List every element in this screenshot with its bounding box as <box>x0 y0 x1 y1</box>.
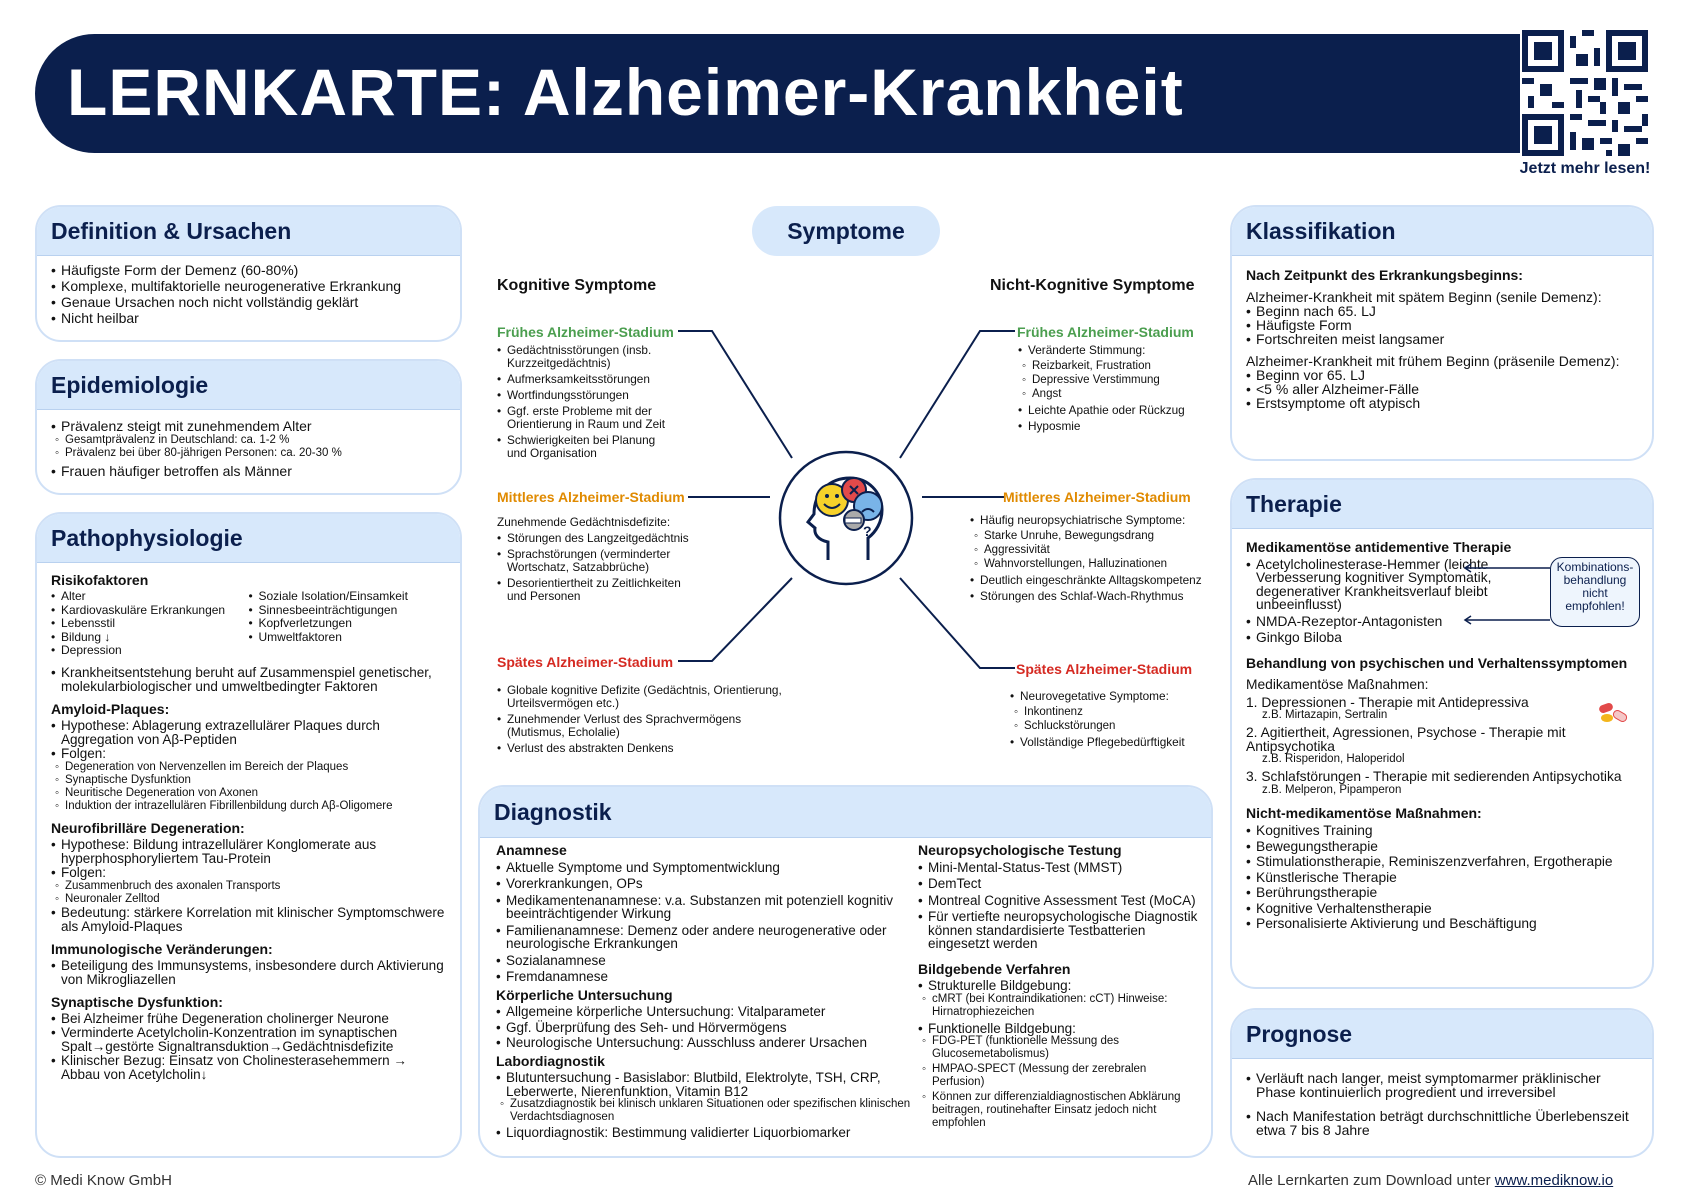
list-item: • Montreal Cognitive Assessment Test (MoCA) <box>918 894 1199 908</box>
sub-item: ◦ cMRT (bei Kontraindikationen: cCT) Hinweise: Hirnatrophiezeichen <box>918 993 1199 1019</box>
list-item: • Genaue Ursachen noch nicht vollständig geklärt <box>51 294 446 310</box>
list-item: • Soziale Isolation/Einsamkeit <box>249 590 447 604</box>
list-item: • Kardiovaskuläre Erkrankungen <box>51 604 249 618</box>
list-item: • Neurologische Untersuchung: Ausschluss anderer Ursachen <box>496 1036 918 1050</box>
list-item: • Nach Manifestation beträgt durchschnittliche Überlebenszeit etwa 7 bis 8 Jahre <box>1246 1109 1638 1137</box>
qr-caption[interactable]: Jetzt mehr lesen! <box>1519 160 1651 177</box>
list-item: • Hypothese: Bildung intrazellulärer Konglomerate aus hyperphosphoryliertem Tau-Protein <box>51 838 446 866</box>
list-item: • Verlust des abstrakten Denkens <box>497 742 797 755</box>
list-item: • Verminderte Acetylcholin-Konzentration im synaptischen Spalt→gestörte Signaltransduktion→Gedächtnisdefizite <box>51 1026 446 1054</box>
list-item: • Alter <box>51 590 249 604</box>
nmed-title: Nicht-medikamentöse Maßnahmen: <box>1246 804 1482 821</box>
list-item: • Veränderte Stimmung: <box>1018 344 1203 357</box>
list-item: • Berührungstherapie <box>1246 886 1638 900</box>
kog-mid-intro: Zunehmende Gedächtnisdefizite: <box>497 515 671 529</box>
copyright: © Medi Know GmbH <box>35 1172 172 1189</box>
list-item: • Beginn vor 65. LJ <box>1246 368 1638 382</box>
list-item: • Für vertiefte neuropsychologische Diagnostik können standardisierte Testbatterien eingesetzt werden <box>918 910 1199 951</box>
list-item: • Bei Alzheimer frühe Degeneration cholinerger Neurone <box>51 1012 446 1026</box>
sub-item: ◦ Synaptische Dysfunktion <box>51 774 446 787</box>
patho-title: Pathophysiologie <box>37 514 460 563</box>
therapy-note: z.B. Mirtazapin, Sertralin <box>1262 709 1388 721</box>
list-item: • Häufigste Form <box>1246 318 1638 332</box>
list-item: • Personalisierte Aktivierung und Beschäftigung <box>1246 917 1638 931</box>
bild-title: Bildgebende Verfahren <box>918 960 1071 977</box>
list-item: • Fremdanamnese <box>496 970 918 984</box>
list-item: • Aufmerksamkeitsstörungen <box>497 373 677 386</box>
nk-early-title: Frühes Alzheimer-Stadium <box>1017 324 1194 340</box>
sub-item: ◦ Neuronaler Zelltod <box>51 893 446 906</box>
labor-title: Labordiagnostik <box>496 1052 605 1069</box>
sub-item: ◦ Starke Unruhe, Bewegungsdrang <box>970 530 1205 543</box>
list-item: • Aktuelle Symptome und Symptomentwicklung <box>496 861 918 875</box>
therapie-title: Therapie <box>1232 480 1652 529</box>
therapy-item: 1. Depressionen - Therapie mit Antidepressiva <box>1246 694 1529 710</box>
list-item: • Beginn nach 65. LJ <box>1246 304 1638 318</box>
list-item: • Desorientiertheit zu Zeitlichkeiten und Personen <box>497 577 702 603</box>
list-item: • Nicht heilbar <box>51 310 446 326</box>
list-item: • Umweltfaktoren <box>249 631 447 645</box>
therapy-item: 3. Schlafstörungen - Therapie mit sedierenden Antipsychotika <box>1246 769 1622 784</box>
klassifikation-title: Klassifikation <box>1232 207 1652 256</box>
list-item: • Verläuft nach langer, meist symptomarmer präklinischer Phase kontinuierlich progredient und irreversibel <box>1246 1071 1638 1099</box>
list-item: • Liquordiagnostik: Bestimmung validierter Liquorbiomarker <box>496 1126 918 1140</box>
list-item: • Wortfindungsstörungen <box>497 389 677 402</box>
neuro-title: Neurofibrilläre Degeneration: <box>51 819 245 836</box>
epidemiologie-title: Epidemiologie <box>37 361 460 410</box>
immun-title: Immunologische Veränderungen: <box>51 940 273 957</box>
sub-item: ◦ Aggressivität <box>970 544 1205 557</box>
list-item: • Globale kognitive Defizite (Gedächtnis, Orientierung, Urteilsvermögen etc.) <box>497 684 797 710</box>
list-item: • Folgen: <box>51 747 446 761</box>
list-item: • Allgemeine körperliche Untersuchung: Vitalparameter <box>496 1005 918 1019</box>
syn-title: Synaptische Dysfunktion: <box>51 993 223 1010</box>
kog-early-title: Frühes Alzheimer-Stadium <box>497 324 674 340</box>
amyloid-title: Amyloid-Plaques: <box>51 700 170 717</box>
list-item: • Sozialanamnese <box>496 954 918 968</box>
list-item: • NMDA-Rezeptor-Antagonisten <box>1246 615 1546 629</box>
download-text: Alle Lernkarten zum Download unter <box>1248 1172 1495 1189</box>
nk-late-title: Spätes Alzheimer-Stadium <box>1016 661 1193 677</box>
symptome-title: Symptome <box>752 206 940 256</box>
therapy-item: 2. Agitiertheit, Agressionen, Psychose - Therapie mit Antipsychotika <box>1246 725 1566 754</box>
klass-late-title: Alzheimer-Krankheit mit spätem Beginn (senile Demenz): <box>1246 289 1602 305</box>
list-item: • Familienanamnese: Demenz oder andere neurogenerative oder neurologische Erkrankungen <box>496 924 918 951</box>
list-item: • Beteiligung des Immunsystems, insbesondere durch Aktivierung von Mikrogliazellen <box>51 959 446 987</box>
list-item: • Künstlerische Therapie <box>1246 871 1638 885</box>
list-item: • Komplexe, multifaktorielle neurogenerative Erkrankung <box>51 278 446 294</box>
list-item: • Deutlich eingeschränkte Alltagskompetenz <box>970 574 1205 587</box>
list-item: • Medikamentenanamnese: v.a. Substanzen mit potenziell kognitiv beeinträchtigender Wirkung <box>496 894 918 921</box>
list-item: • Frauen häufiger betroffen als Männer <box>51 463 446 479</box>
klass-intro: Nach Zeitpunkt des Erkrankungsbeginns: <box>1246 267 1523 283</box>
koerper-title: Körperliche Untersuchung <box>496 986 673 1003</box>
list-item: • Leichte Apathie oder Rückzug <box>1018 404 1203 417</box>
sub-item: ◦ Reizbarkeit, Frustration <box>1018 360 1203 373</box>
sub-item: ◦ Prävalenz bei über 80-jährigen Personen: ca. 20-30 % <box>51 447 446 460</box>
diagnostik-title: Diagnostik <box>480 787 1211 838</box>
sub-item: ◦ Degeneration von Nervenzellen im Bereich der Plaques <box>51 761 446 774</box>
sub-item: ◦ Induktion der intrazellulären Fibrillenbildung durch Aβ-Oligomere <box>51 800 446 813</box>
list-item: • <5 % aller Alzheimer-Fälle <box>1246 382 1638 396</box>
list-item: • Ggf. Überprüfung des Seh- und Hörvermögens <box>496 1021 918 1035</box>
medm-title: Medikamentöse Maßnahmen: <box>1246 677 1429 692</box>
therapy-note: z.B. Melperon, Pipamperon <box>1262 783 1402 796</box>
list-item: • Blutuntersuchung - Basislabor: Blutbild, Elektrolyte, TSH, CRP, Leberwerte, Nierenfunktion, Vitamin B12 <box>496 1071 918 1098</box>
list-item: • Häufigste Form der Demenz (60-80%) <box>51 262 446 278</box>
sub-item: ◦ HMPAO-SPECT (Messung der zerebralen Perfusion) <box>918 1063 1199 1089</box>
list-item: • DemTect <box>918 877 1199 891</box>
list-item: • Lebensstil <box>51 617 249 631</box>
svg-text:?: ? <box>863 523 872 539</box>
sub-item: ◦ Zusatzdiagnostik bei klinisch unklaren Situationen oder spezifischen klinischen Verdachtsdiagnosen <box>496 1098 918 1124</box>
klass-early-title: Alzheimer-Krankheit mit frühem Beginn (präsenile Demenz): <box>1246 353 1620 369</box>
list-item: • Zunehmender Verlust des Sprachvermögens (Mutismus, Echolalie) <box>497 713 797 739</box>
list-item: • Vollständige Pflegebedürftigkeit <box>1010 736 1205 749</box>
kog-mid-title: Mittleres Alzheimer-Stadium <box>497 489 685 505</box>
list-item: • Hypothese: Ablagerung extrazellulärer Plaques durch Aggregation von Aβ-Peptiden <box>51 719 446 747</box>
risk-title: Risikofaktoren <box>51 572 149 588</box>
list-item: • Schwierigkeiten bei Planung und Organisation <box>497 434 677 460</box>
list-item: • Sprachstörungen (verminderter Wortschatz, Satzabbrüche) <box>497 548 702 574</box>
list-item: • Störungen des Schlaf-Wach-Rhythmus <box>970 590 1205 603</box>
list-item: • Bildung ↓ <box>51 631 249 645</box>
pills-icon <box>1597 702 1629 728</box>
list-item: • Neurovegetative Symptome: <box>1010 690 1205 703</box>
sub-item: ◦ Depressive Verstimmung <box>1018 374 1203 387</box>
list-item: • Funktionelle Bildgebung: <box>918 1022 1199 1036</box>
list-item: • Gedächtnisstörungen (insb. Kurzzeitgedächtnis) <box>497 344 677 370</box>
sub-item: ◦ Inkontinenz <box>1010 706 1205 719</box>
therapy-note: z.B. Risperidon, Haloperidol <box>1262 753 1405 765</box>
list-item: • Acetylcholinesterase-Hemmer (leichte Verbesserung kognitiver Symptomatik, degenerativer Krankheitsverlauf bleibt unbeeinflusst) <box>1246 558 1546 612</box>
sub-item: ◦ Angst <box>1018 388 1203 401</box>
list-item: • Stimulationstherapie, Reminiszenzverfahren, Ergotherapie <box>1246 855 1638 869</box>
list-item: • Kognitive Verhaltenstherapie <box>1246 902 1638 916</box>
sub-item: ◦ Zusammenbruch des axonalen Transports <box>51 880 446 893</box>
kombination-note: Kombinations-behandlung nicht empfohlen! <box>1550 557 1640 627</box>
list-item: • Depression <box>51 644 249 658</box>
kognitive-title: Kognitive Symptome <box>497 277 657 294</box>
list-item: • Störungen des Langzeitgedächtnis <box>497 532 702 545</box>
list-item: • Sinnesbeeinträchtigungen <box>249 604 447 618</box>
download-note <box>1248 1172 1613 1189</box>
list-item: • Ginkgo Biloba <box>1246 631 1546 645</box>
sub-item: ◦ Können zur differenzialdiagnostischen Abklärung beitragen, routinehafter Einsatz jedoch nicht empfohlen <box>918 1091 1199 1130</box>
sub-item: ◦ Schluckstörungen <box>1010 720 1205 733</box>
list-item: • Krankheitsentstehung beruht auf Zusammenspiel genetischer, molekularbiologischer und umweltbedingter Faktoren <box>51 666 446 694</box>
nk-mid-title: Mittleres Alzheimer-Stadium <box>1003 489 1191 505</box>
list-item: • Mini-Mental-Status-Test (MMST) <box>918 861 1199 875</box>
sub-item: ◦ FDG-PET (funktionelle Messung des Glucosemetabolismus) <box>918 1035 1199 1061</box>
list-item: • Klinischer Bezug: Einsatz von Cholinesterasehemmern → Abbau von Acetylcholin↓ <box>51 1054 446 1082</box>
page-title: LERNKARTE: Alzheimer-Krankheit <box>67 55 1184 129</box>
list-item: • Vorerkrankungen, OPs <box>496 877 918 891</box>
prognose-card <box>1230 1008 1654 1158</box>
list-item: • Ggf. erste Probleme mit der Orientierung in Raum und Zeit <box>497 405 677 431</box>
list-item: • Hyposmie <box>1018 420 1203 433</box>
list-item: • Bewegungstherapie <box>1246 840 1638 854</box>
kog-late-title: Spätes Alzheimer-Stadium <box>497 654 674 670</box>
list-item: • Fortschreiten meist langsamer <box>1246 332 1638 346</box>
sub-item: ◦ Wahnvorstellungen, Halluzinationen <box>970 558 1205 571</box>
prognose-title: Prognose <box>1232 1010 1652 1059</box>
neuro-test-title: Neuropsychologische Testung <box>918 842 1122 858</box>
list-item: • Bedeutung: stärkere Korrelation mit klinischer Symptomschwere als Amyloid-Plaques <box>51 906 446 934</box>
med-title: Medikamentöse antidementive Therapie <box>1246 539 1512 555</box>
sub-item: ◦ Neuritische Degeneration von Axonen <box>51 787 446 800</box>
list-item: • Kognitives Training <box>1246 824 1638 838</box>
list-item: • Kopfverletzungen <box>249 617 447 631</box>
list-item: • Häufig neuropsychiatrische Symptome: <box>970 514 1205 527</box>
sub-item: ◦ Gesamtprävalenz in Deutschland: ca. 1-2 % <box>51 434 446 447</box>
definition-title: Definition & Ursachen <box>37 207 460 256</box>
list-item: • Erstsymptome oft atypisch <box>1246 396 1638 410</box>
beh-title: Behandlung von psychischen und Verhaltenssymptomen <box>1246 654 1628 671</box>
download-link[interactable]: www.mediknow.io <box>1494 1172 1614 1189</box>
nicht-kognitive-title: Nicht-Kognitive Symptome <box>990 277 1195 294</box>
list-item: • Prävalenz steigt mit zunehmendem Alter <box>51 418 446 434</box>
list-item: • Strukturelle Bildgebung: <box>918 979 1199 993</box>
list-item: • Folgen: <box>51 866 446 880</box>
anamnese-title: Anamnese <box>496 842 567 858</box>
